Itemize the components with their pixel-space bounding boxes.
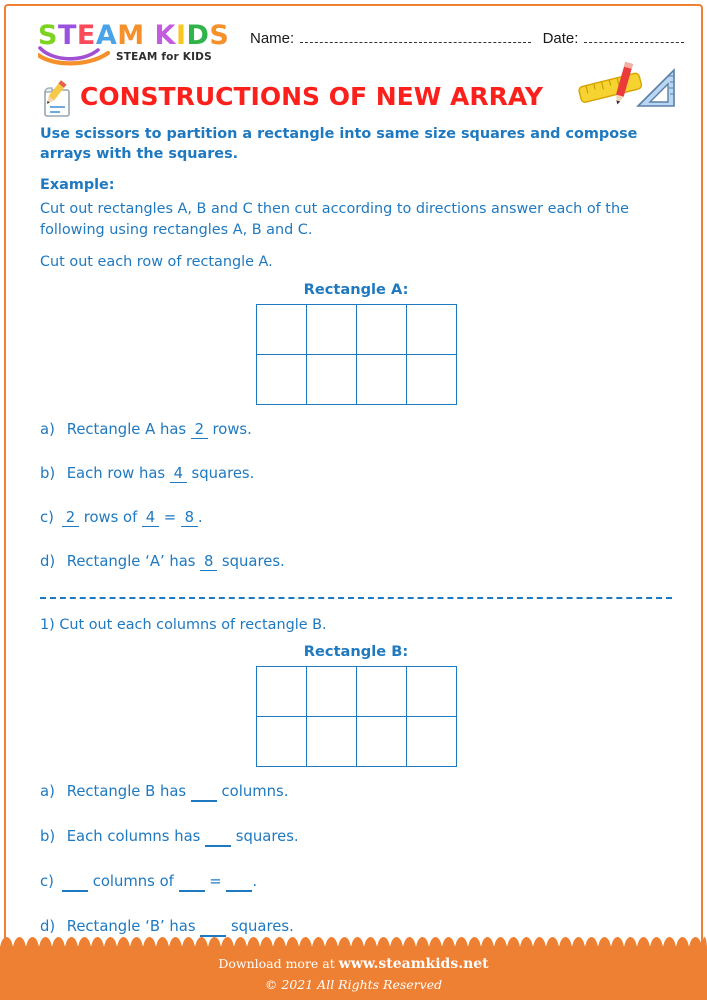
grid-cell <box>407 305 457 355</box>
question-text: . <box>197 508 203 526</box>
section-b <box>40 615 672 937</box>
logo-letter-0: S <box>38 20 58 51</box>
question-line <box>40 828 672 847</box>
instruction-text: Use scissors to partition a rectangle into same size squares and compose arrays with the squares. <box>40 126 638 163</box>
question-marker: a) <box>40 783 55 801</box>
rectangle-b-grid <box>256 666 457 767</box>
question-text: rows. <box>207 420 252 438</box>
question-text: = <box>204 873 227 891</box>
question-marker: d) <box>40 918 56 936</box>
ruler-pencil-triangle-icon <box>574 60 678 118</box>
name-label: Name: <box>250 30 295 47</box>
logo-letter-6: K <box>154 20 176 51</box>
question-text: columns. <box>216 783 289 801</box>
section-a <box>40 252 672 570</box>
answer-blank[interactable] <box>179 873 205 892</box>
grid-cell <box>257 667 307 717</box>
question-marker: c) <box>40 508 54 526</box>
page-title: CONSTRUCTIONS OF NEW ARRAY <box>80 82 543 111</box>
answer-blank[interactable]: 2 <box>62 509 79 527</box>
question-text: . <box>252 873 258 891</box>
footer-text <box>0 956 707 992</box>
grid-cell <box>357 667 407 717</box>
answer-blank[interactable]: 8 <box>181 509 198 527</box>
rectangle-a-grid <box>256 304 457 405</box>
section-a-questions <box>40 421 672 571</box>
name-input-line[interactable] <box>300 42 530 43</box>
section-b-prompt: 1) Cut out each columns of rectangle B. <box>40 616 327 633</box>
date-input-line[interactable] <box>584 42 684 43</box>
answer-blank[interactable]: 2 <box>191 421 208 439</box>
answer-blank[interactable] <box>226 873 252 892</box>
question-marker: b) <box>40 828 56 846</box>
grid-cell <box>407 667 457 717</box>
question-text: Rectangle A has <box>62 420 191 438</box>
pencil-paper-icon <box>36 80 76 120</box>
answer-blank[interactable] <box>191 783 217 802</box>
grid-cell <box>407 355 457 405</box>
question-line <box>40 509 672 527</box>
grid-cell <box>307 667 357 717</box>
logo-letter-9: S <box>209 20 230 51</box>
worksheet-footer <box>0 934 707 1000</box>
grid-cell <box>407 717 457 767</box>
grid-cell <box>307 717 357 767</box>
logo-letter-5 <box>145 22 155 49</box>
section-a-prompt: Cut out each row of rectangle A. <box>40 254 273 271</box>
example-text: Cut out rectangles A, B and C then cut according to directions answer each of the following using rectangles A, B and C. <box>40 201 629 238</box>
question-text: rows of <box>79 508 142 526</box>
question-marker: d) <box>40 552 56 570</box>
logo-letter-3: A <box>95 20 118 51</box>
logo-swoosh-icon <box>38 44 112 66</box>
question-marker: c) <box>40 873 54 891</box>
rectangle-b-caption: Rectangle B: <box>303 643 409 661</box>
question-marker: b) <box>40 464 56 482</box>
question-line <box>40 465 672 483</box>
answer-blank[interactable] <box>62 873 88 892</box>
grid-cell <box>357 355 407 405</box>
question-line <box>40 553 672 571</box>
logo-letter-2: E <box>76 20 96 51</box>
question-line <box>40 783 672 802</box>
footer-download-line <box>0 956 707 972</box>
example-label: Example: <box>40 176 115 193</box>
question-line <box>40 873 672 892</box>
answer-blank[interactable]: 8 <box>200 553 217 571</box>
logo-tagline: STEAM for KIDS <box>116 51 212 63</box>
date-label: Date: <box>542 30 579 47</box>
question-text: squares. <box>231 828 299 846</box>
section-b-questions <box>40 783 672 937</box>
question-text: Each columns has <box>62 828 206 846</box>
question-text: Rectangle B has <box>62 783 191 801</box>
grid-cell <box>257 305 307 355</box>
section-divider <box>40 597 672 599</box>
question-text: Rectangle ‘A’ has <box>62 552 201 570</box>
logo-letter-4: M <box>117 20 145 51</box>
question-text: squares. <box>186 464 255 482</box>
rectangle-a-grid-wrap <box>40 304 672 405</box>
grid-cell <box>307 355 357 405</box>
answer-blank[interactable]: 4 <box>170 465 187 483</box>
name-date-row <box>250 30 690 47</box>
grid-cell <box>357 717 407 767</box>
logo-letter-7: I <box>175 20 187 51</box>
logo-letter-8: D <box>186 20 210 51</box>
question-line <box>40 421 672 439</box>
footer-copyright: © 2021 All Rights Reserved <box>264 977 443 992</box>
rectangle-a-caption: Rectangle A: <box>303 280 409 298</box>
steam-kids-logo <box>38 20 238 63</box>
worksheet-content <box>40 124 672 963</box>
logo-letter-1: T <box>57 20 77 51</box>
footer-download-prefix: Download more at <box>218 956 335 971</box>
footer-site-link[interactable]: www.steamkids.net <box>338 956 489 972</box>
grid-cell <box>257 717 307 767</box>
question-text: columns of <box>88 873 179 891</box>
question-text: Rectangle ‘B’ has <box>62 918 201 936</box>
question-text: = <box>159 508 181 526</box>
answer-blank[interactable] <box>205 828 231 847</box>
question-marker: a) <box>40 420 55 438</box>
rectangle-b-grid-wrap <box>40 666 672 767</box>
answer-blank[interactable]: 4 <box>142 509 159 527</box>
question-text: squares. <box>217 552 285 570</box>
grid-cell <box>307 305 357 355</box>
grid-cell <box>257 355 307 405</box>
question-text: squares. <box>226 918 294 936</box>
grid-cell <box>357 305 407 355</box>
question-text: Each row has <box>62 464 170 482</box>
